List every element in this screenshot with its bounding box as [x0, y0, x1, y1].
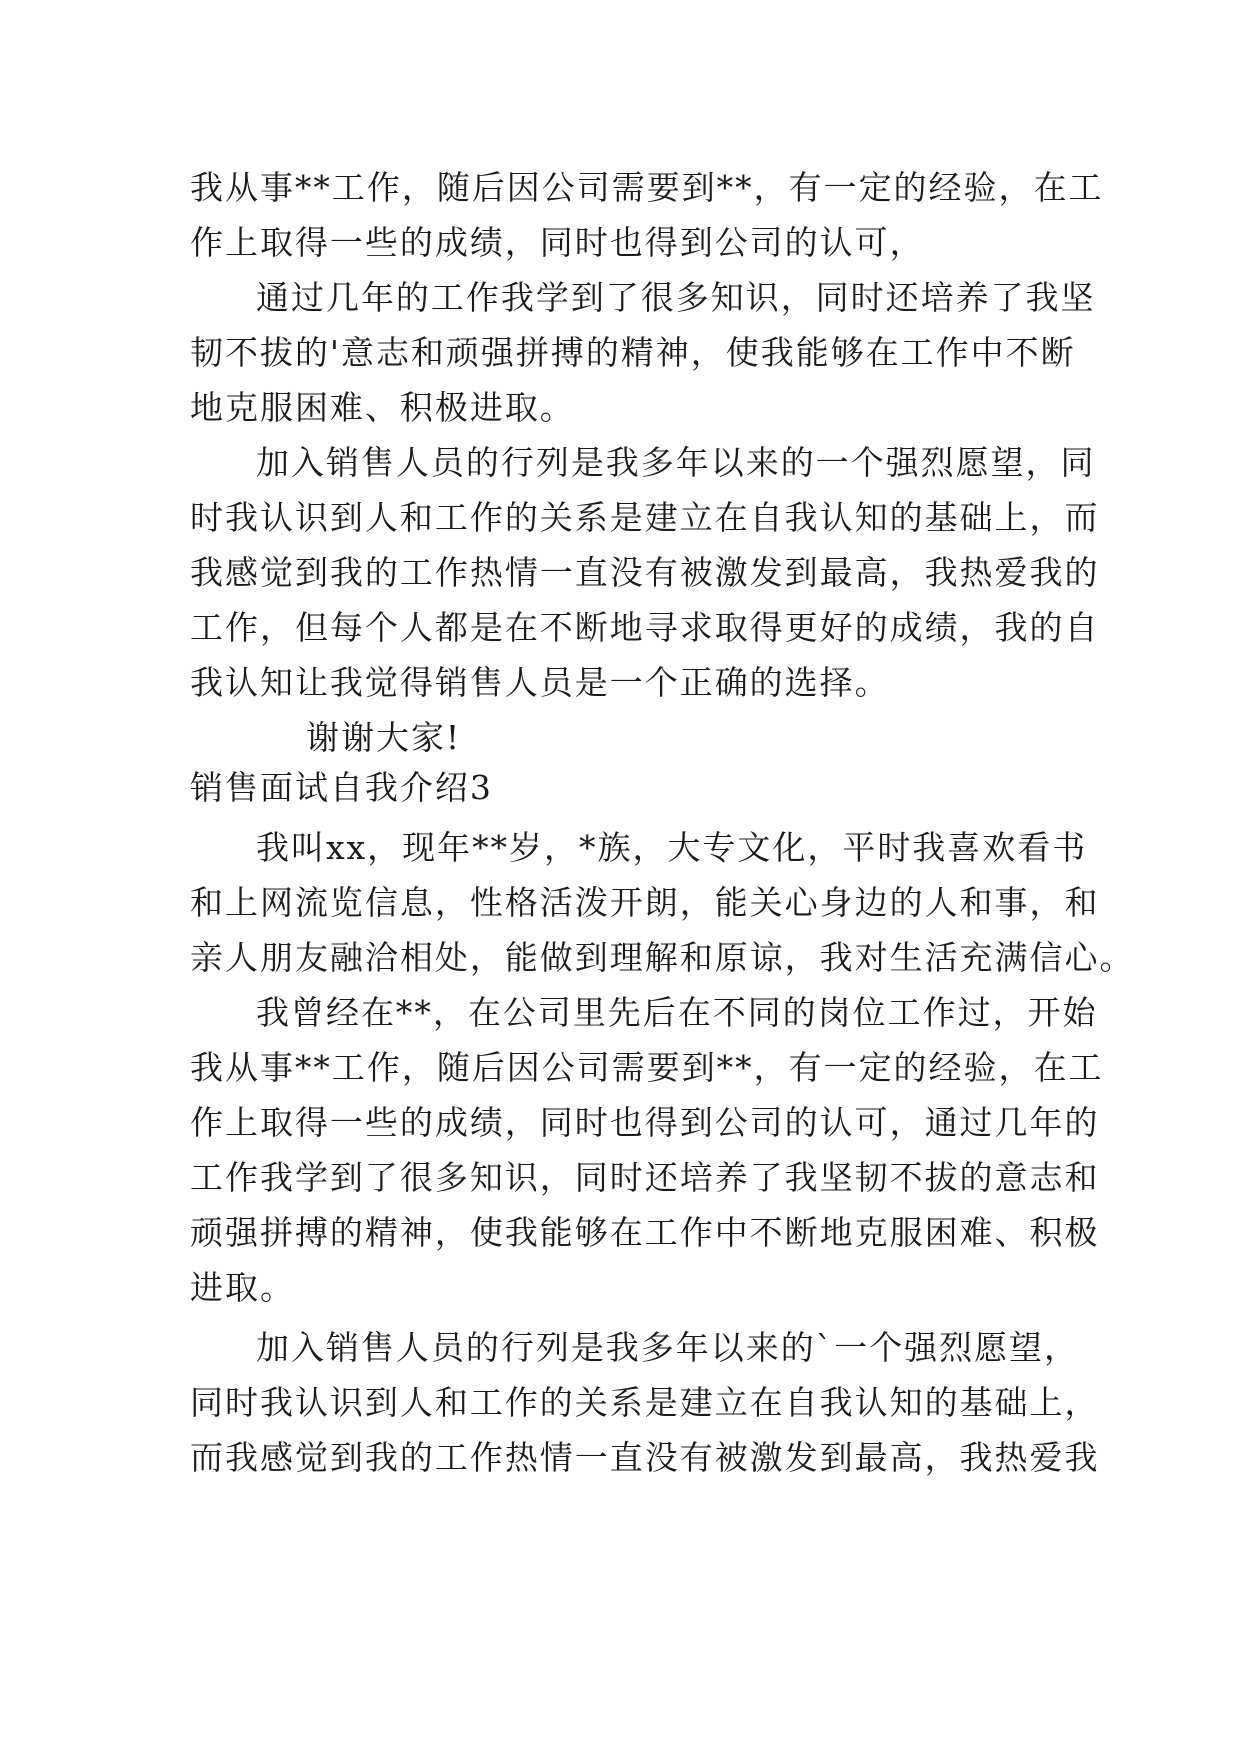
paragraph-first-line: 加入销售人员的行列是我多年以来的一个强烈愿望，同 [256, 443, 1096, 482]
text-line: 我感觉到我的工作热情一直没有被激发到最高，我热爱我的 [190, 553, 1100, 592]
text-line: 地克服困难、积极进取。 [190, 388, 575, 427]
text-line: 顽强拼搏的精神，使我能够在工作中不断地克服困难、积极 [190, 1213, 1100, 1252]
text-line: 我从事**工作，随后因公司需要到**，有一定的经验，在工 [190, 1048, 1104, 1087]
section-heading: 销售面试自我介绍3 [190, 768, 493, 807]
paragraph-first-line: 我曾经在**，在公司里先后在不同的岗位工作过，开始 [256, 993, 1098, 1032]
text-line: 作上取得一些的成绩，同时也得到公司的认可，通过几年的 [190, 1103, 1100, 1142]
text-line: 而我感觉到我的工作热情一直没有被激发到最高，我热爱我 [190, 1438, 1100, 1477]
text-line: 我从事**工作，随后因公司需要到**，有一定的经验，在工 [190, 168, 1104, 207]
text-line: 和上网流览信息，性格活泼开朗，能关心身边的人和事，和 [190, 883, 1100, 922]
text-line: 韧不拔的'意志和顽强拼搏的精神，使我能够在工作中不断 [190, 333, 1076, 372]
text-line: 进取。 [190, 1268, 295, 1307]
paragraph-first-line: 通过几年的工作我学到了很多知识，同时还培养了我坚 [256, 278, 1096, 317]
paragraph-first-line: 加入销售人员的行列是我多年以来的`一个强烈愿望， [256, 1328, 1080, 1367]
text-line: 亲人朋友融洽相处，能做到理解和原谅，我对生活充满信心。 [190, 938, 1135, 977]
paragraph-first-line: 我叫xx，现年**岁，*族，大专文化，平时我喜欢看书 [256, 828, 1088, 867]
text-line: 工作，但每个人都是在不断地寻求取得更好的成绩，我的自 [190, 608, 1100, 647]
text-line: 工作我学到了很多知识，同时还培养了我坚韧不拔的意志和 [190, 1158, 1100, 1197]
thanks-line: 谢谢大家! [306, 718, 462, 757]
text-line: 时我认识到人和工作的关系是建立在自我认知的基础上，而 [190, 498, 1100, 537]
text-line: 我认知让我觉得销售人员是一个正确的选择。 [190, 663, 890, 702]
text-line: 作上取得一些的成绩，同时也得到公司的认可， [190, 223, 925, 262]
text-line: 同时我认识到人和工作的关系是建立在自我认知的基础上， [190, 1383, 1100, 1422]
